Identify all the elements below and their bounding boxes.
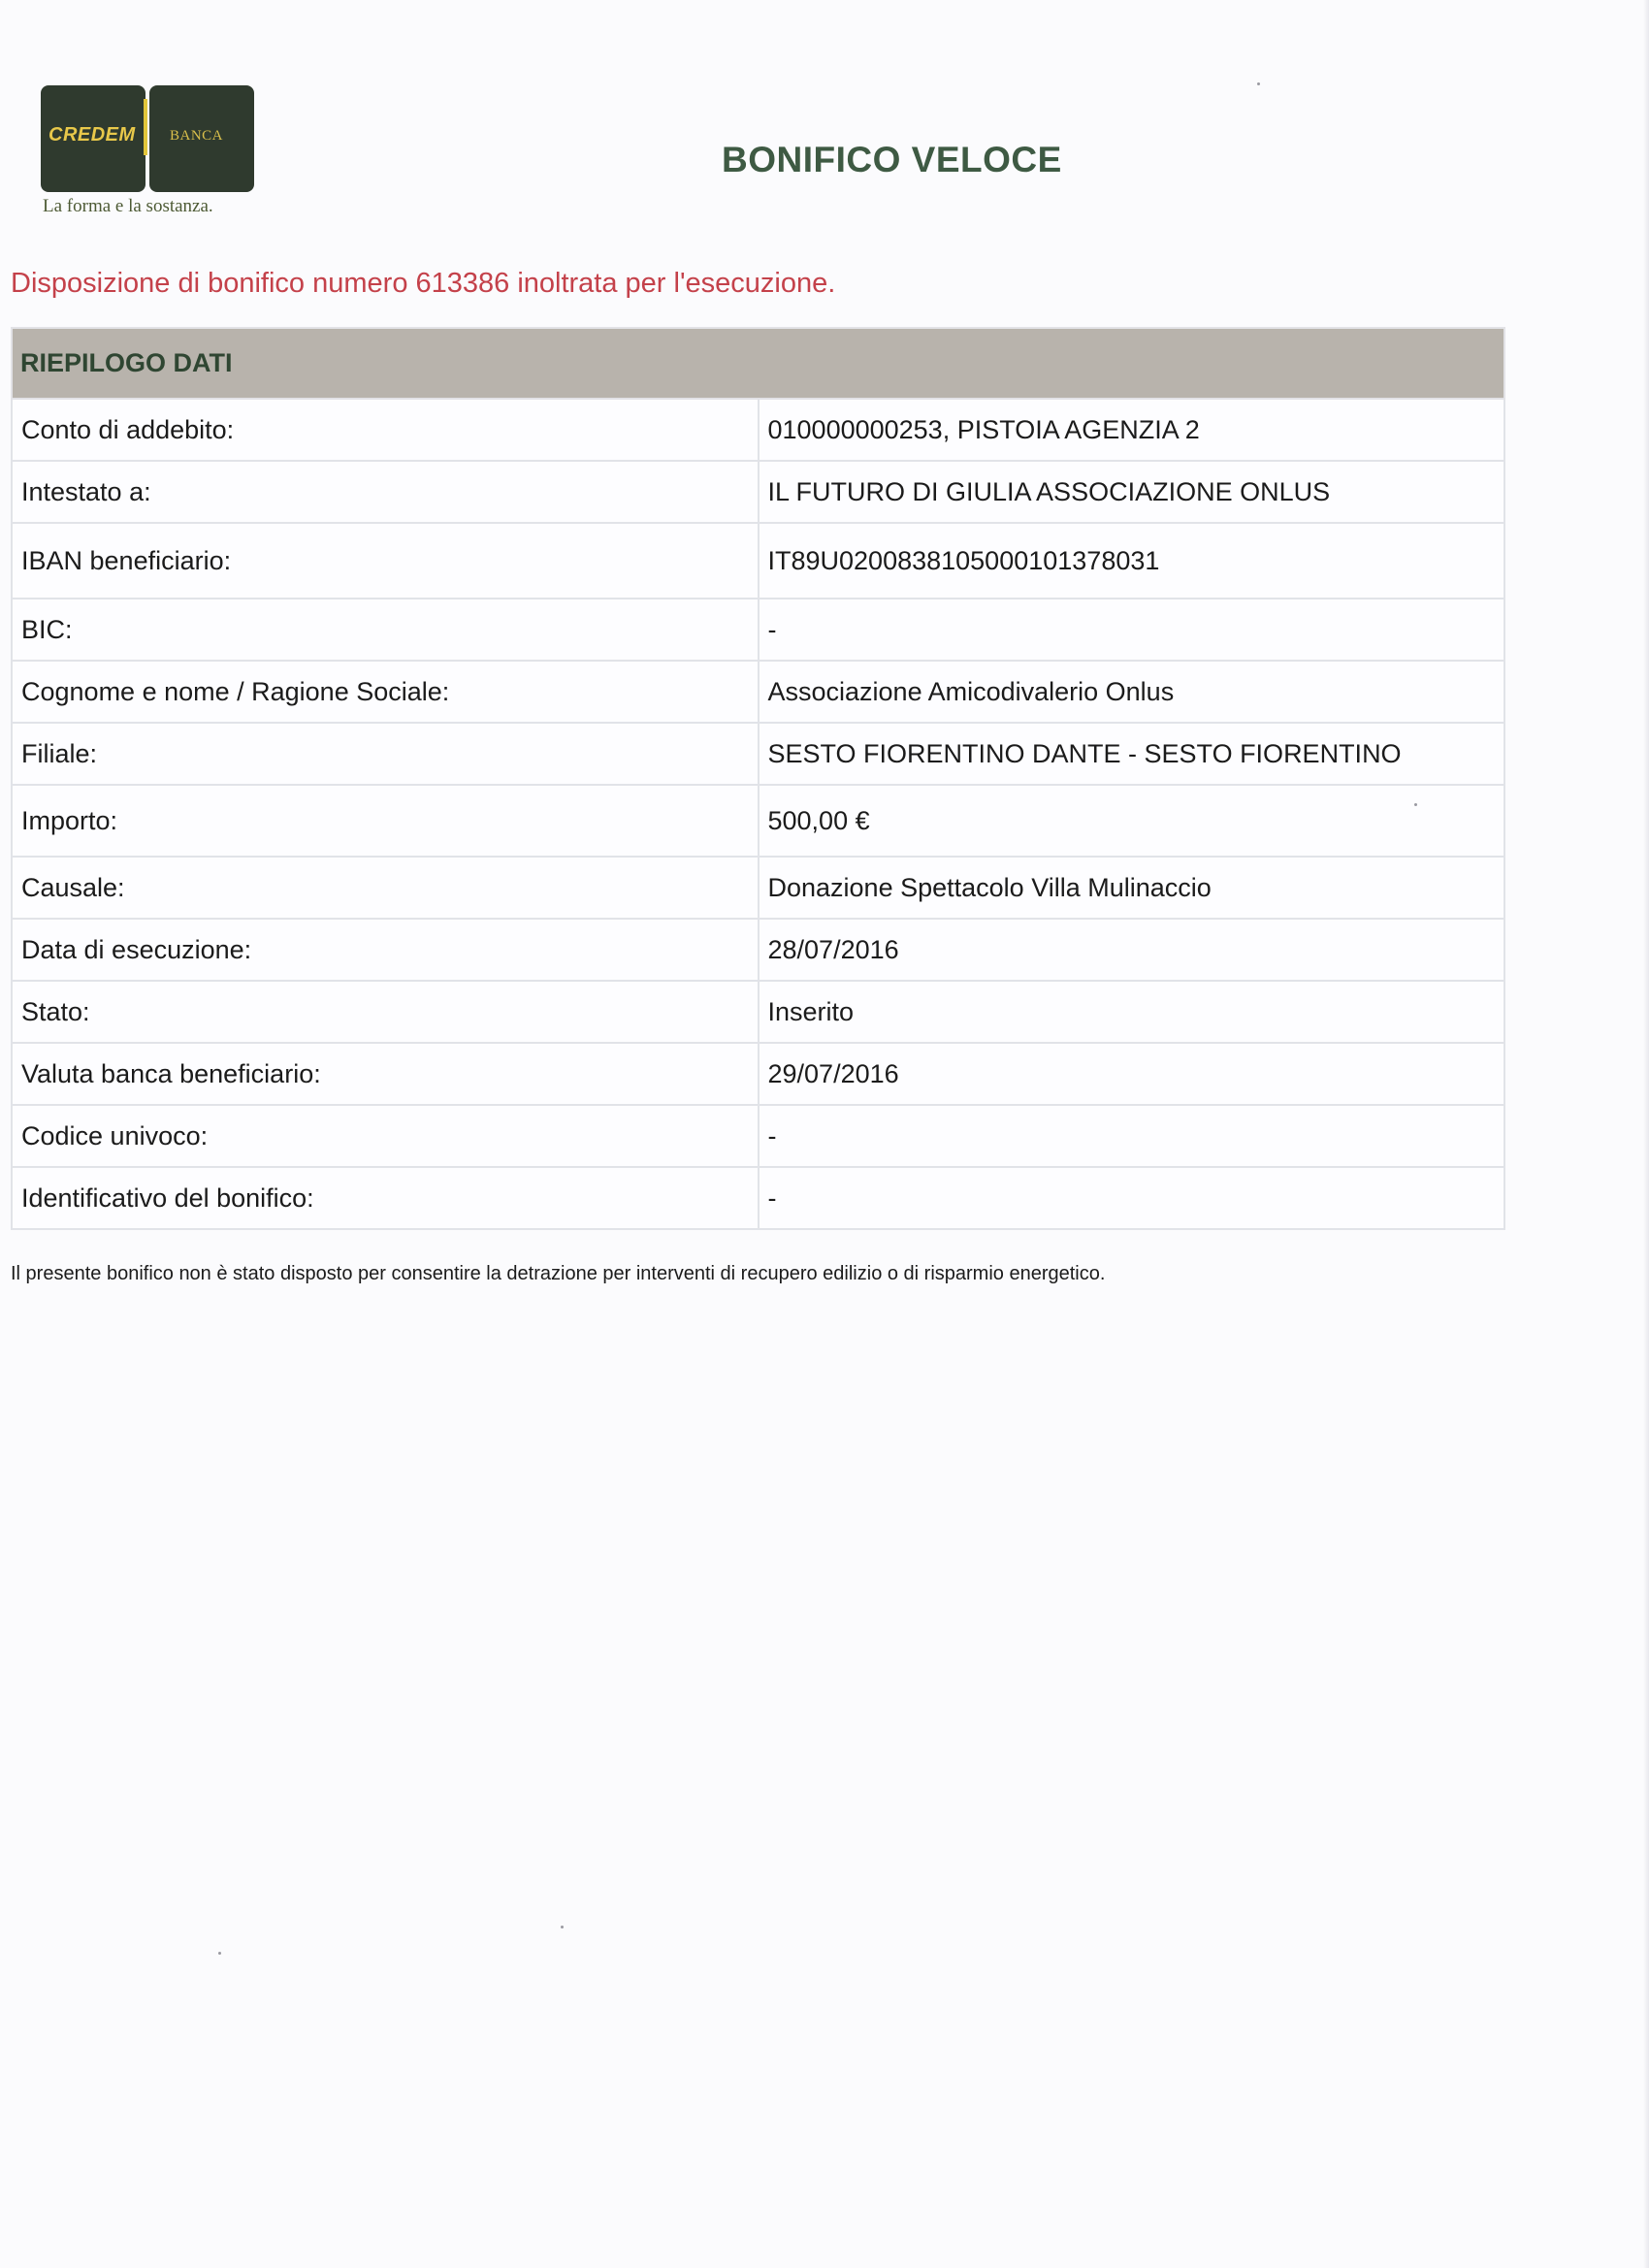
logo-divider [144,99,147,155]
document-title: BONIFICO VELOCE [722,140,1062,179]
logo-sub-text: BANCA [170,128,224,144]
row-value: IL FUTURO DI GIULIA ASSOCIAZIONE ONLUS [759,461,1505,523]
row-label: Conto di addebito: [12,399,759,461]
status-message: Disposizione di bonifico numero 613386 inoltrata per l'esecuzione. [11,268,836,299]
logo-brand-text: CREDEM [48,124,136,146]
table-row [12,399,1504,461]
table-row [12,599,1504,661]
row-label: Causale: [12,857,759,919]
row-value: - [759,599,1505,661]
row-value: Donazione Spettacolo Villa Mulinaccio [759,857,1505,919]
credem-logo [41,85,264,221]
table-row [12,1105,1504,1167]
row-value: IT89U0200838105000101378031 [759,523,1505,599]
table-row [12,523,1504,599]
row-value: - [759,1167,1505,1229]
row-value: 010000000253, PISTOIA AGENZIA 2 [759,399,1505,461]
table-row [12,857,1504,919]
table-row [12,661,1504,723]
scan-edge [1643,0,1649,2268]
row-label: BIC: [12,599,759,661]
summary-header-row [12,328,1504,399]
row-label: Importo: [12,785,759,857]
row-label: Cognome e nome / Ragione Sociale: [12,661,759,723]
row-label: Filiale: [12,723,759,785]
scan-speck [1414,803,1417,806]
row-label: IBAN beneficiario: [12,523,759,599]
row-value: 29/07/2016 [759,1043,1505,1105]
row-value: SESTO FIORENTINO DANTE - SESTO FIORENTINO [759,723,1505,785]
row-value: 500,00 € [759,785,1505,857]
row-label: Stato: [12,981,759,1043]
row-value: Inserito [759,981,1505,1043]
scan-speck [218,1952,221,1955]
table-row [12,723,1504,785]
row-value: Associazione Amicodivalerio Onlus [759,661,1505,723]
scan-speck [1257,82,1260,85]
table-row [12,981,1504,1043]
logo-tagline: La forma e la sostanza. [43,196,213,216]
footnote: Il presente bonifico non è stato disposto per consentire la detrazione per interventi di recupero edilizio o di risparmio energetico. [11,1263,1106,1284]
table-row [12,461,1504,523]
scan-speck [561,1926,564,1928]
table-row [12,919,1504,981]
row-label: Valuta banca beneficiario: [12,1043,759,1105]
row-label: Data di esecuzione: [12,919,759,981]
table-row [12,785,1504,857]
row-value: 28/07/2016 [759,919,1505,981]
row-label: Intestato a: [12,461,759,523]
row-label: Identificativo del bonifico: [12,1167,759,1229]
table-row [12,1043,1504,1105]
table-row [12,1167,1504,1229]
row-value: - [759,1105,1505,1167]
row-label: Codice univoco: [12,1105,759,1167]
summary-header: RIEPILOGO DATI [12,328,1504,399]
summary-table [11,327,1505,1230]
